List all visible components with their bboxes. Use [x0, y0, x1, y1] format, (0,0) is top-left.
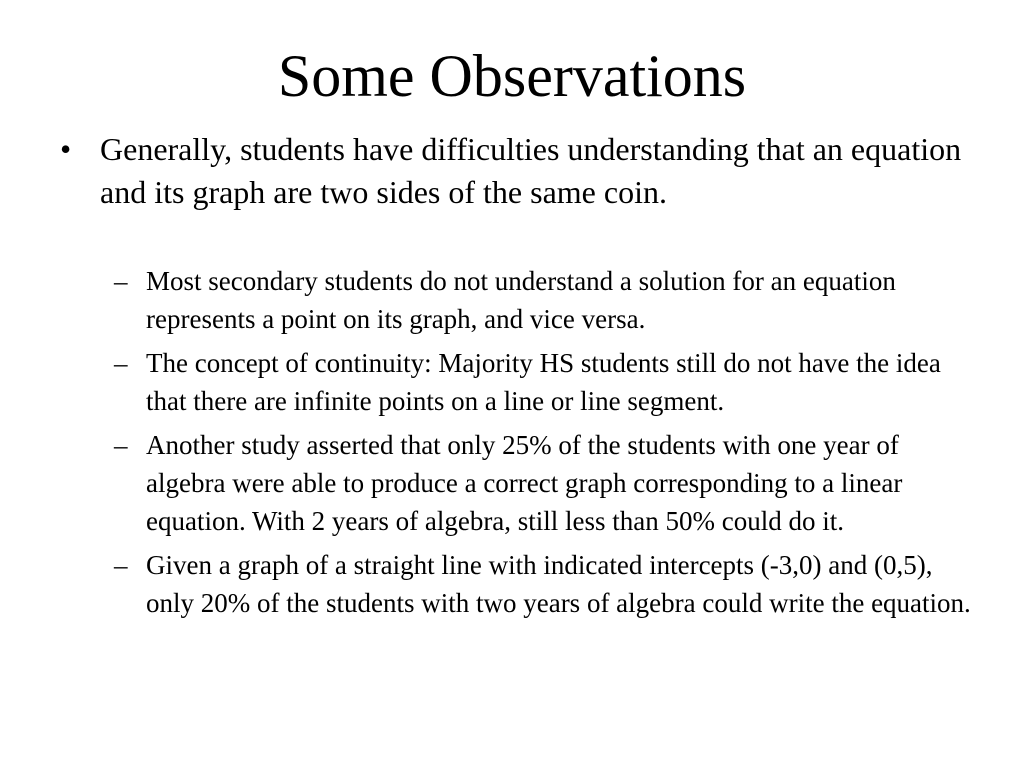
sub-bullet-3 [114, 426, 974, 540]
main-bullet-text: Generally, students have difficulties understanding that an equation and its graph are two sides of the same coin. [100, 131, 962, 210]
sub-bullet-2 [114, 344, 974, 420]
sub-bullet-text: The concept of continuity: Majority HS students still do not have the idea that there are infinite points on a line or line segment. [146, 348, 941, 416]
sub-bullet-list [114, 262, 974, 628]
dash-mark: – [114, 550, 128, 580]
dash-mark: – [114, 430, 128, 460]
sub-bullet-text: Given a graph of a straight line with indicated intercepts (-3,0) and (0,5), only 20% of the students with two years of algebra could write the equation. [146, 550, 971, 618]
sub-bullet-text: Most secondary students do not understand a solution for an equation represents a point on its graph, and vice versa. [146, 266, 896, 334]
bullet-mark: • [60, 131, 72, 167]
slide-title: Some Observations [277, 43, 747, 109]
dash-mark: – [114, 348, 128, 378]
sub-bullet-text: Another study asserted that only 25% of the students with one year of algebra were able to produce a correct graph corresponding to a linear equation. With 2 years of algebra, still less than 50% could do it. [146, 430, 903, 536]
dash-mark: – [114, 266, 128, 296]
main-bullet [60, 128, 990, 214]
sub-bullet-4 [114, 546, 974, 622]
sub-bullet-1 [114, 262, 974, 338]
